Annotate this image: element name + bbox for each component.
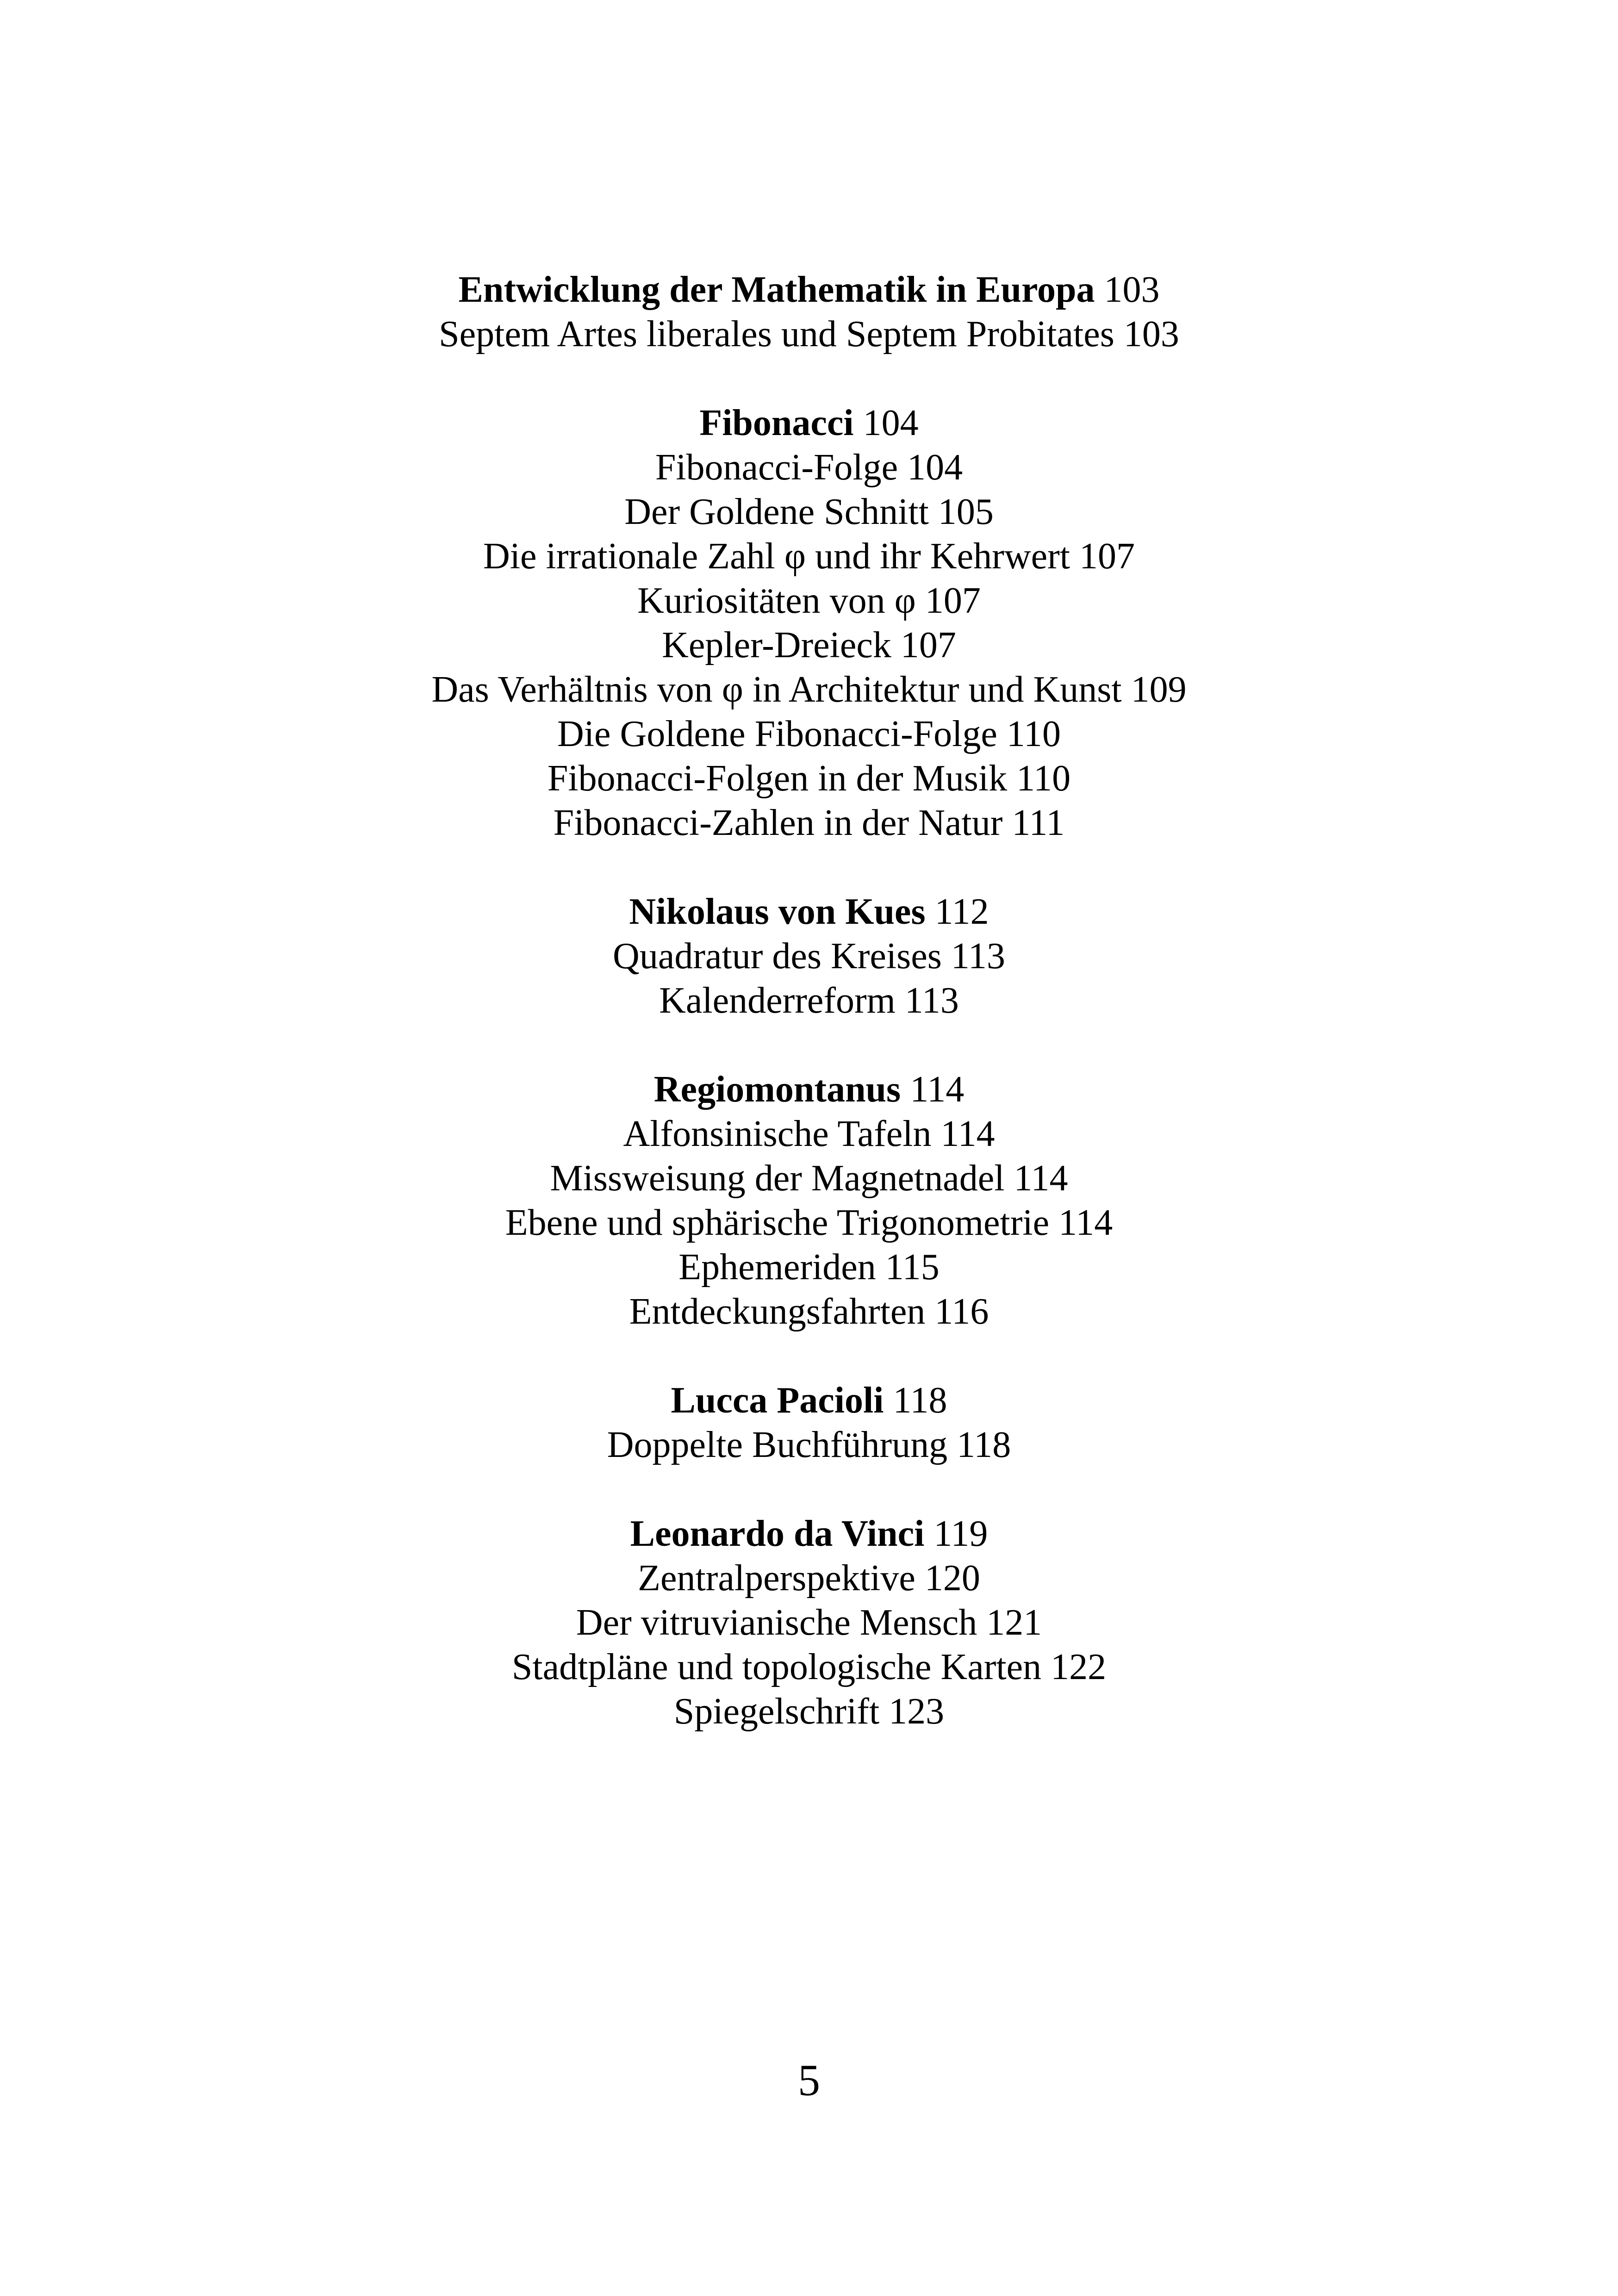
toc-section-heading [0,1378,1618,1423]
section-page: 114 [910,1069,965,1110]
toc-entry [0,1423,1618,1467]
entry-page: 116 [934,1291,989,1332]
toc-section-heading [0,268,1618,312]
toc-entry [0,312,1618,356]
toc-entry [0,756,1618,801]
toc-entry [0,1156,1618,1201]
entry-page: 123 [889,1691,945,1732]
entry-page: 121 [986,1602,1042,1643]
entry-page: 122 [1051,1647,1107,1687]
section-page: 119 [933,1513,988,1554]
entry-title: Kalenderreform [659,980,896,1021]
entry-title: Septem Artes liberales und Septem Probitates [439,314,1114,355]
entry-page: 105 [938,492,994,532]
entry-page: 113 [904,980,959,1021]
toc-section-nikolaus-von-kues [0,890,1618,1023]
entry-title: Der vitruvianische Mensch [576,1602,977,1643]
entry-page: 109 [1131,669,1187,710]
entry-page: 103 [1123,314,1179,355]
toc-entry [0,1600,1618,1645]
entry-title: Stadtpläne und topologische Karten [511,1647,1042,1687]
section-page: 103 [1104,269,1160,310]
section-title: Entwicklung der Mathematik in Europa [458,269,1095,310]
section-title: Lucca Pacioli [671,1380,884,1421]
entry-title: Die irrationale Zahl φ und ihr Kehrwert [483,536,1070,577]
entry-title: Ebene und sphärische Trigonometrie [505,1202,1050,1243]
toc-entry [0,1112,1618,1156]
entry-page: 118 [957,1425,1011,1465]
section-page: 104 [863,403,919,443]
toc-entry [0,1289,1618,1334]
toc-entry [0,534,1618,579]
toc-entry [0,1645,1618,1689]
entry-title: Die Goldene Fibonacci-Folge [557,714,997,754]
section-title: Fibonacci [699,403,854,443]
entry-page: 107 [900,625,956,666]
entry-page: 115 [885,1247,940,1288]
entry-title: Ephemeriden [678,1247,876,1288]
toc-section-heading [0,890,1618,934]
entry-title: Der Goldene Schnitt [624,492,929,532]
entry-page: 104 [907,447,963,488]
toc-section-heading [0,1067,1618,1112]
entry-title: Kepler-Dreieck [662,625,891,666]
toc-section-fibonacci [0,401,1618,845]
entry-title: Zentralperspektive [638,1558,915,1599]
toc-section-lucca-pacioli [0,1378,1618,1467]
toc-section-regiomontanus [0,1067,1618,1334]
toc-section-heading [0,401,1618,445]
page-number: 5 [798,2055,820,2105]
toc-entry [0,623,1618,667]
entry-title: Entdeckungsfahrten [629,1291,926,1332]
toc-entry [0,934,1618,978]
toc-entry [0,579,1618,623]
entry-title: Quadratur des Kreises [613,936,942,977]
section-page: 112 [934,891,989,932]
toc-entry [0,1556,1618,1600]
toc-section-heading [0,1512,1618,1556]
section-title: Nikolaus von Kues [629,891,926,932]
toc-entry [0,712,1618,756]
entry-page: 110 [1006,714,1061,754]
entry-page: 110 [1016,758,1071,799]
entry-title: Spiegelschrift [673,1691,880,1732]
toc-section-entwicklung [0,268,1618,356]
entry-page: 113 [951,936,1005,977]
entry-title: Fibonacci-Zahlen in der Natur [553,803,1003,843]
toc-entry [0,1689,1618,1734]
entry-page: 114 [1014,1158,1068,1199]
entry-page: 107 [925,580,981,621]
entry-page: 107 [1079,536,1135,577]
toc-entry [0,801,1618,845]
entry-title: Kuriositäten von φ [637,580,916,621]
toc-entry [0,445,1618,490]
toc-entry [0,667,1618,712]
toc-section-leonardo-da-vinci [0,1512,1618,1734]
toc-entry [0,978,1618,1023]
entry-title: Alfonsinische Tafeln [623,1114,932,1154]
entry-title: Fibonacci-Folge [655,447,898,488]
entry-page: 111 [1012,803,1065,843]
entry-page: 114 [1058,1202,1113,1243]
entry-title: Doppelte Buchführung [607,1425,948,1465]
entry-page: 114 [940,1114,995,1154]
entry-page: 120 [924,1558,980,1599]
entry-title: Missweisung der Magnetnadel [550,1158,1005,1199]
section-page: 118 [893,1380,947,1421]
toc-entry [0,1201,1618,1245]
toc-entry [0,490,1618,534]
table-of-contents [0,268,1618,1734]
entry-title: Das Verhältnis von φ in Architektur und Kunst [431,669,1122,710]
entry-title: Fibonacci-Folgen in der Musik [547,758,1008,799]
toc-entry [0,1245,1618,1289]
section-title: Regiomontanus [653,1069,901,1110]
section-title: Leonardo da Vinci [630,1513,925,1554]
